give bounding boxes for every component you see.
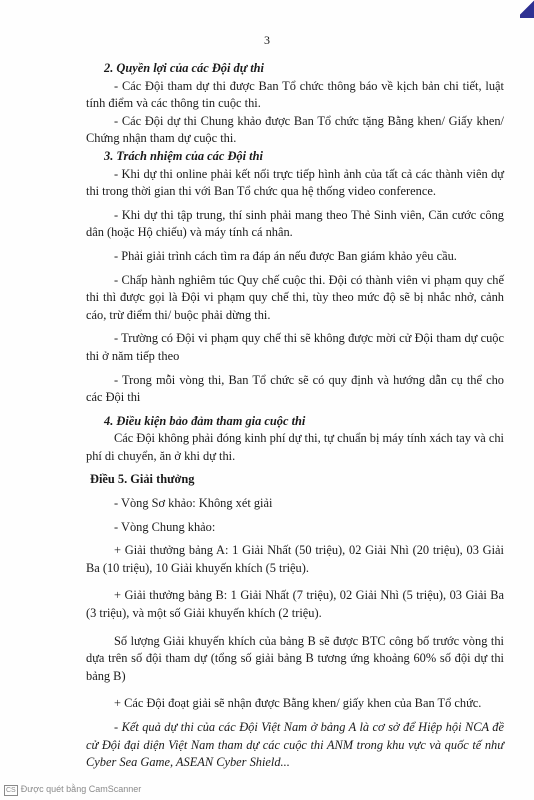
prize-table-b: + Giải thưởng bảng B: 1 Giải Nhất (7 triệu), 02 Giải Nhì (5 triệu), 03 Giải Ba (3 triệu), và một số Giải khuyến khích (2 triệu). [86, 588, 504, 621]
rights-item-1: - Các Đội tham dự thi được Ban Tổ chức thông báo về kịch bản chi tiết, luật tính điểm và các thông tin cuộc thi. [86, 78, 504, 111]
page-corner-mark [520, 0, 534, 18]
conditions-heading: 4. Điều kiện bảo đảm tham gia cuộc thi [104, 413, 306, 428]
responsibility-item-2: - Khi dự thi tập trung, thí sinh phải mang theo Thẻ Sinh viên, Căn cước công dân (hoặc Hộ chiếu) và máy tính cá nhân. [86, 207, 504, 240]
camscanner-logo-icon: CS [6, 787, 16, 794]
scanner-watermark [4, 784, 141, 796]
conditions-item-1: Các Đội không phải đóng kinh phí dự thi, tự chuẩn bị máy tính xách tay và chi phí di chuyển, ăn ở khi dự thi. [86, 431, 504, 463]
responsibility-item-6: - Trong mỗi vòng thi, Ban Tổ chức sẽ có quy định và hướng dẫn cụ thể cho các Đội thi [86, 372, 504, 405]
page-number: 3 [264, 33, 270, 47]
rights-heading: 2. Quyền lợi của các Đội dự thi [104, 61, 265, 75]
scanner-watermark-text: Được quét bằng CamScanner [20, 784, 142, 794]
responsibility-item-3: - Phải giải trình cách tìm ra đáp án nếu được Ban giám khảo yêu cầu. [114, 248, 457, 263]
article-5-heading: Điều 5. Giải thưởng [90, 472, 195, 487]
rights-item-2: - Các Đội dự thi Chung khảo được Ban Tổ chức tặng Bằng khen/ Giấy khen/ Chứng nhận tham dự cuộc thi. [86, 113, 504, 146]
responsibility-item-5: - Trường có Đội vi phạm quy chế thi sẽ không được mời cử Đội tham dự cuộc thi ở năm tiếp theo [86, 331, 504, 363]
prize-table-b-note: Số lượng Giải khuyến khích của bảng B sẽ được BTC công bố trước vòng thi dựa trên số đội tham dự (tổng số giải bảng B tương ứng khoảng 60% số đội dự thi bảng B) [86, 633, 504, 683]
certificates-note: + Các Đội đoạt giải sẽ nhận được Bằng khen/ giấy khen của Ban Tổ chức. [114, 696, 482, 711]
results-note: - Kết quả dự thi của các Đội Việt Nam ở bảng A là cơ sở để Hiệp hội NCA đề cử Đội đại diện Việt Nam tham dự các cuộc thi ANM trong khu vực và quốc tế như Cyber Sea Game, ASEAN Cyber Shield... [86, 720, 504, 770]
document-body [86, 60, 504, 772]
preliminary-round: - Vòng Sơ khảo: Không xét giải [114, 496, 273, 511]
prize-table-a: + Giải thưởng bảng A: 1 Giải Nhất (50 triệu), 02 Giải Nhì (20 triệu), 03 Giải Ba (10 triệu), 10 Giải khuyến khích (5 triệu). [86, 543, 504, 575]
responsibility-item-1: - Khi dự thi online phải kết nối trực tiếp hình ảnh của tất cả các thành viên dự thi trong thời gian thi với Ban Tổ chức qua hệ thống video conference. [86, 166, 504, 199]
final-round: - Vòng Chung khảo: [114, 519, 216, 534]
responsibilities-heading: 3. Trách nhiệm của các Đội thi [104, 148, 263, 163]
responsibility-item-4: - Chấp hành nghiêm túc Quy chế cuộc thi. Đội có thành viên vi phạm quy chế thi thì được gọi là Đội vi phạm quy chế thi, tùy theo mức độ sẽ bị nhắc nhở, cảnh cáo, trừ điểm thi/ buộc phải dừng thi. [86, 272, 504, 322]
